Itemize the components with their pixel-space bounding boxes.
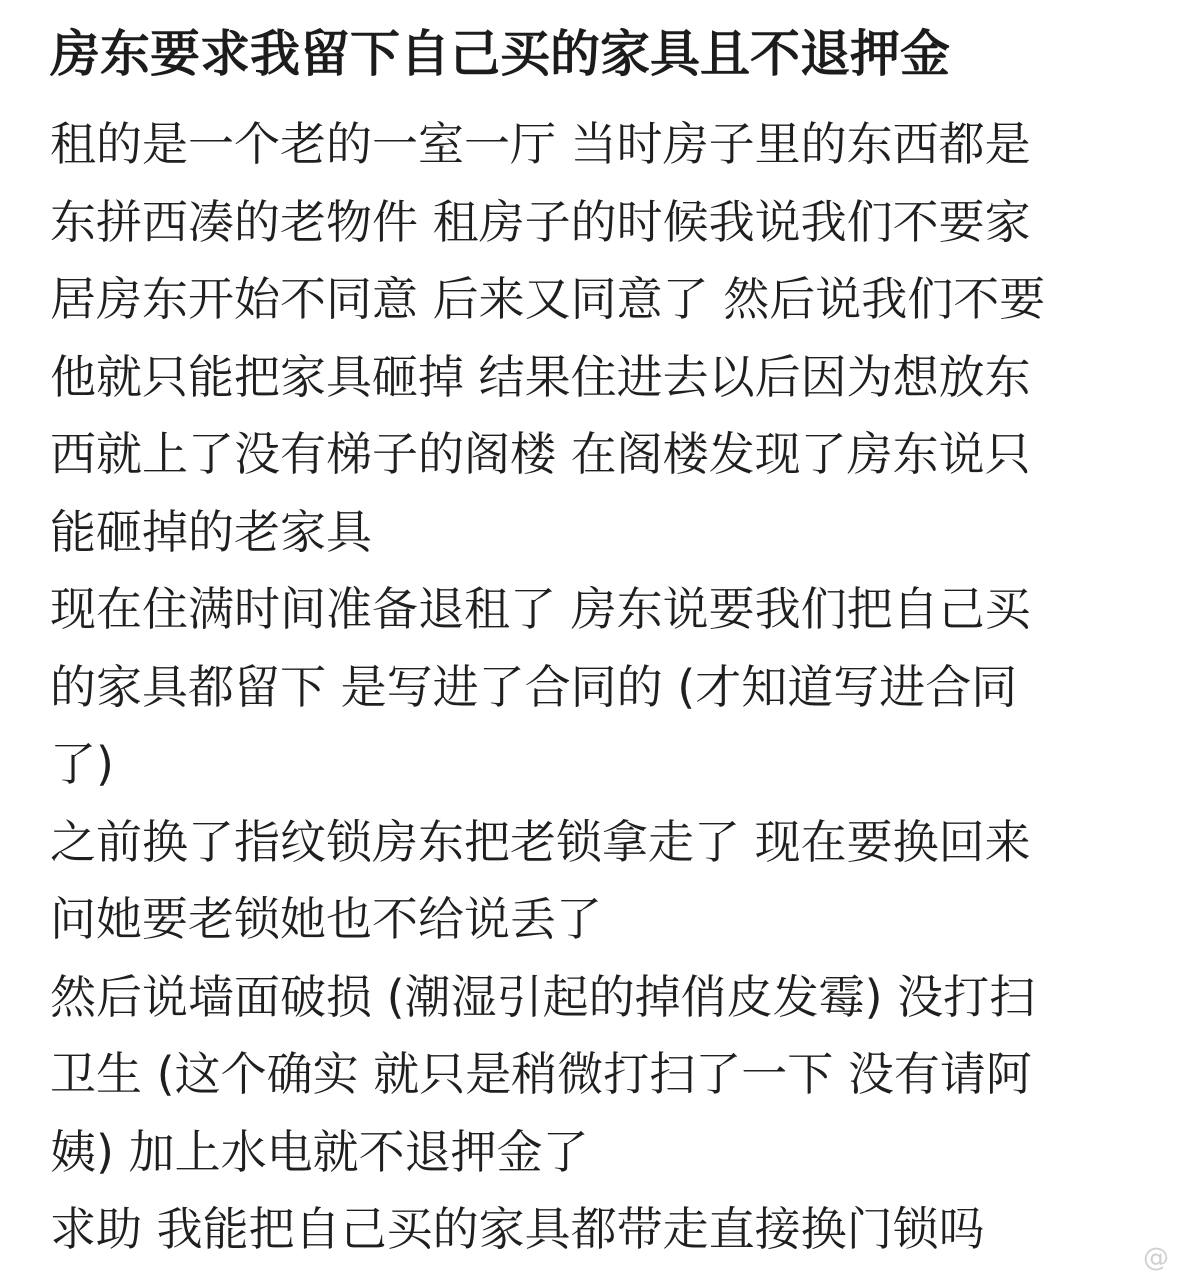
post-line: 能砸掉的老家具 [50, 504, 372, 559]
post-line: 了) [50, 737, 114, 791]
post-line: 问她要老锁她也不给说丢了 [50, 892, 602, 946]
post-line: 居房东开始不同意 后来又同意了 然后说我们不要 [50, 272, 1046, 326]
post-line: 东拼西凑的老物件 租房子的时候我说我们不要家 [50, 194, 1031, 249]
post-line: 西就上了没有梯子的阁楼 在阁楼发现了房东说只 [50, 427, 1031, 481]
post-line: 租的是一个老的一室一厅 当时房子里的东西都是 [50, 117, 1031, 171]
post-title: 房东要求我留下自己买的家具且不退押金 [50, 25, 950, 83]
post-line: 姨) 加上水电就不退押金了 [50, 1124, 589, 1179]
post-line: 卫生 (这个确实 就只是稍微打扫了一下 没有请阿 [50, 1047, 1032, 1101]
post-line: 求助 我能把自己买的家具都带走直接换门锁吗 [50, 1202, 985, 1256]
post-content [50, 22, 1140, 1269]
watermark: @ [1143, 1243, 1169, 1273]
post-line: 之前换了指纹锁房东把老锁拿走了 现在要换回来 [50, 814, 1031, 869]
post-line: 的家具都留下 是写进了合同的 (才知道写进合同 [50, 659, 1018, 714]
post-body [50, 106, 1140, 1269]
post-line: 他就只能把家具砸掉 结果住进去以后因为想放东 [50, 349, 1031, 404]
post-line: 现在住满时间准备退租了 房东说要我们把自己买 [50, 582, 1031, 636]
post-line: 然后说墙面破损 (潮湿引起的掉俏皮发霉) 没打扫 [50, 969, 1036, 1024]
